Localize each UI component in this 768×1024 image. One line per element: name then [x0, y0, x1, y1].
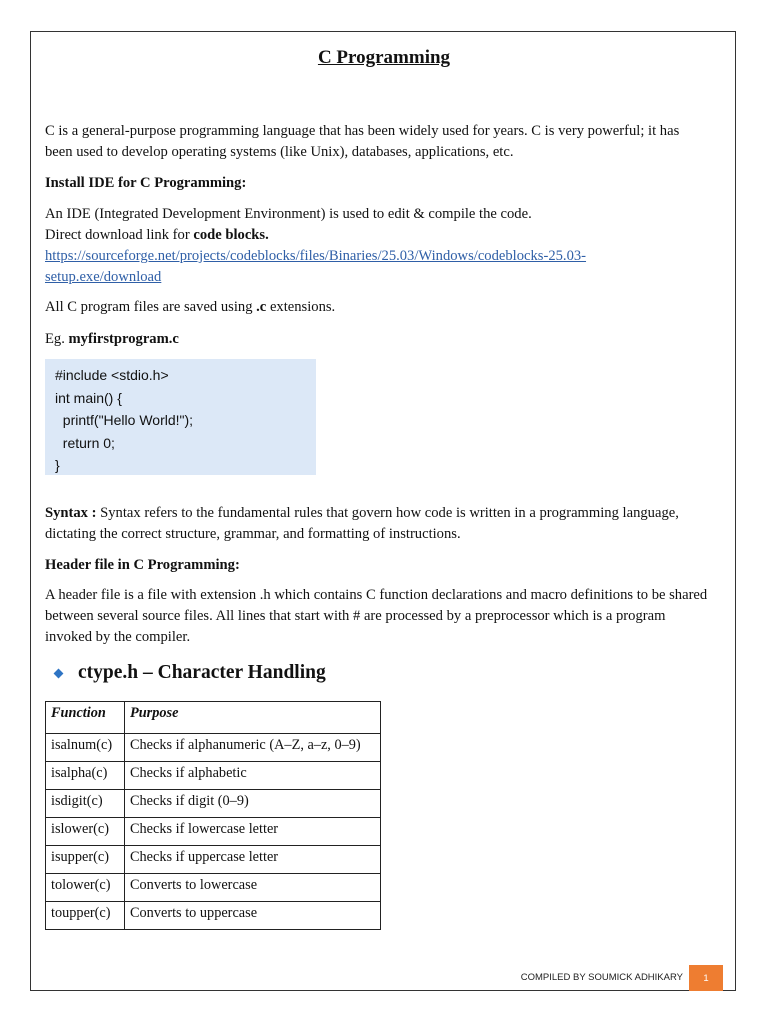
code-line: printf("Hello World!");	[55, 412, 194, 428]
download-bold: code blocks.	[193, 227, 269, 243]
ext-prefix: All C program files are saved using	[45, 299, 257, 315]
table-cell-purpose: Checks if alphanumeric (A–Z, a–z, 0–9)	[125, 734, 381, 762]
table-cell-purpose: Checks if digit (0–9)	[125, 790, 381, 818]
install-section	[45, 204, 710, 288]
table-cell-function: isalnum(c)	[46, 734, 125, 762]
table-row	[46, 734, 381, 762]
ctype-heading	[53, 662, 326, 684]
table-cell-purpose: Converts to lowercase	[125, 874, 381, 902]
download-line	[45, 225, 710, 246]
table-header-purpose: Purpose	[125, 702, 381, 734]
table-cell-purpose: Checks if uppercase letter	[125, 846, 381, 874]
page-title: C Programming	[317, 47, 451, 68]
table-cell-function: isalpha(c)	[46, 762, 125, 790]
table-cell-purpose: Converts to uppercase	[125, 902, 381, 930]
header-file-heading: Header file in C Programming:	[45, 557, 240, 573]
table-cell-function: isdigit(c)	[46, 790, 125, 818]
download-prefix: Direct download link for	[45, 227, 194, 243]
table-cell-function: tolower(c)	[46, 874, 125, 902]
table-row	[46, 846, 381, 874]
diamond-bullet-icon	[54, 668, 64, 678]
ide-description: An IDE (Integrated Development Environment) is used to edit & compile the code.	[45, 206, 532, 222]
syntax-paragraph	[45, 503, 710, 545]
table-row	[46, 874, 381, 902]
ext-bold: .c	[256, 299, 267, 315]
code-block	[45, 359, 316, 475]
page-number-badge: 1	[689, 965, 723, 991]
eg-filename: myfirstprogram.c	[68, 331, 179, 347]
table-cell-function: isupper(c)	[46, 846, 125, 874]
example-line	[45, 329, 710, 350]
code-line: }	[55, 457, 60, 473]
footer-compiled-by: COMPILED BY SOUMICK ADHIKARY	[520, 972, 683, 983]
intro-paragraph: C is a general-purpose programming language that has been widely used for years. C is very powerful; it has been used to develop operating systems (like Unix), databases, applications, etc.	[45, 123, 680, 160]
ctype-functions-table	[45, 701, 381, 930]
table-row	[46, 790, 381, 818]
eg-prefix: Eg.	[45, 331, 69, 347]
table-header-function: Function	[46, 702, 125, 734]
install-heading: Install IDE for C Programming:	[45, 175, 247, 191]
table-cell-function: toupper(c)	[46, 902, 125, 930]
ext-suffix: extensions.	[266, 299, 336, 315]
syntax-text: Syntax refers to the fundamental rules that govern how code is written in a programming language, dictating the correct structure, grammar, and formatting of instructions.	[45, 505, 679, 542]
code-line: int main() {	[55, 389, 122, 406]
download-link[interactable]: https://sourceforge.net/projects/codeblocks/files/Binaries/25.03/Windows/codeblocks-25.03- setup.exe/download	[45, 248, 587, 285]
extension-line	[45, 297, 710, 318]
table-row	[46, 762, 381, 790]
table-cell-purpose: Checks if lowercase letter	[125, 818, 381, 846]
table-cell-function: islower(c)	[46, 818, 125, 846]
table-header-row	[46, 702, 381, 734]
table-cell-purpose: Checks if alphabetic	[125, 762, 381, 790]
code-line: return 0;	[55, 434, 115, 451]
ctype-heading-text: ctype.h – Character Handling	[78, 662, 326, 683]
table-row	[46, 818, 381, 846]
header-file-paragraph: A header file is a file with extension .h which contains C function declarations and macro definitions to be shared between several source files. All lines that start with # are processed by a preprocessor which is a program invoked by the compiler.	[45, 587, 708, 645]
code-line: #include <stdio.h>	[55, 367, 169, 383]
syntax-label: Syntax :	[45, 505, 97, 521]
table-row	[46, 902, 381, 930]
download-link-block	[45, 246, 710, 288]
